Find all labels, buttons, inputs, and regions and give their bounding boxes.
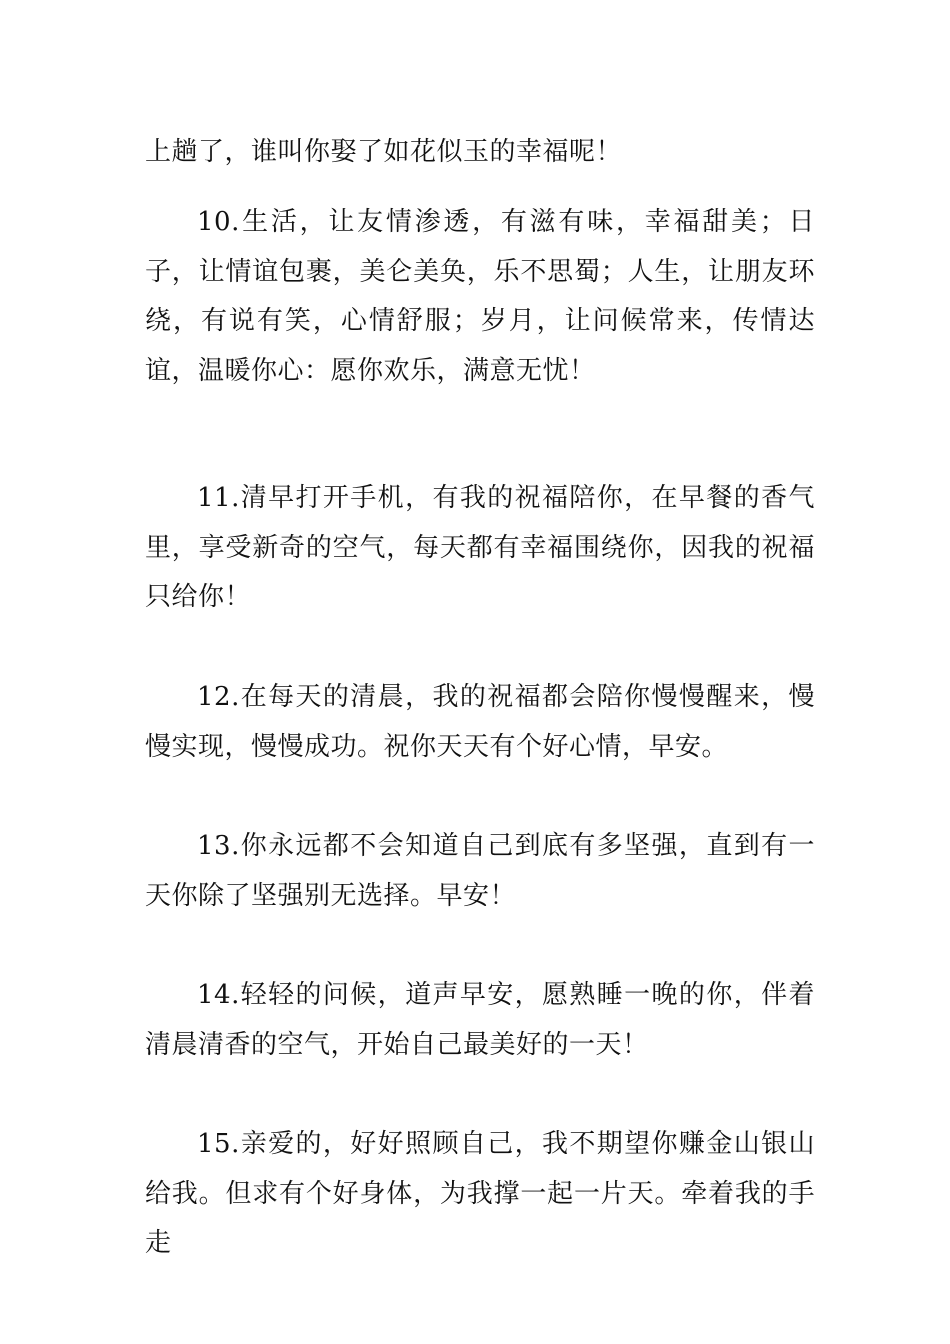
- paragraph-11: [145, 474, 815, 623]
- paragraph-13: [145, 822, 815, 921]
- paragraph-text: 生活，让友情渗透，有滋有味，幸福甜美；日子，让情谊包裹，美仑美奂，乐不思蜀；人生，让朋友环绕，有说有笑，心情舒服；岁月，让问候常来，传情达谊，温暖你心：愿你欢乐，满意无忧！: [145, 207, 815, 386]
- paragraph-text: 你永远都不会知道自己到底有多坚强，直到有一天你除了坚强别无选择。早安！: [145, 831, 815, 911]
- paragraph-9-continuation: [145, 128, 815, 178]
- paragraph-number: 14.: [197, 980, 240, 1010]
- paragraph-text: 在每天的清晨，我的祝福都会陪你慢慢醒来，慢慢实现，慢慢成功。祝你天天有个好心情，早安。: [145, 682, 815, 762]
- paragraph-number: 15.: [197, 1129, 240, 1159]
- paragraph-number: 10.: [197, 207, 240, 237]
- paragraph-number: 12.: [197, 682, 240, 712]
- paragraph-12: [145, 673, 815, 772]
- paragraph-text: 轻轻的问候，道声早安，愿熟睡一晚的你，伴着清晨清香的空气，开始自己最美好的一天！: [145, 980, 815, 1060]
- paragraph-14: [145, 971, 815, 1070]
- paragraph-10: [145, 198, 815, 396]
- paragraph-15: [145, 1120, 815, 1269]
- paragraph-text: 亲爱的，好好照顾自己，我不期望你赚金山银山给我。但求有个好身体，为我撑一起一片天。牵着我的手走: [145, 1129, 815, 1258]
- paragraph-text: 清早打开手机，有我的祝福陪你，在早餐的香气里，享受新奇的空气，每天都有幸福围绕你，因我的祝福只给你！: [145, 483, 815, 612]
- paragraph-number: 11.: [197, 483, 240, 513]
- paragraph-number: 13.: [197, 831, 240, 861]
- paragraph-text: 上趟了，谁叫你娶了如花似玉的幸福呢！: [145, 137, 623, 167]
